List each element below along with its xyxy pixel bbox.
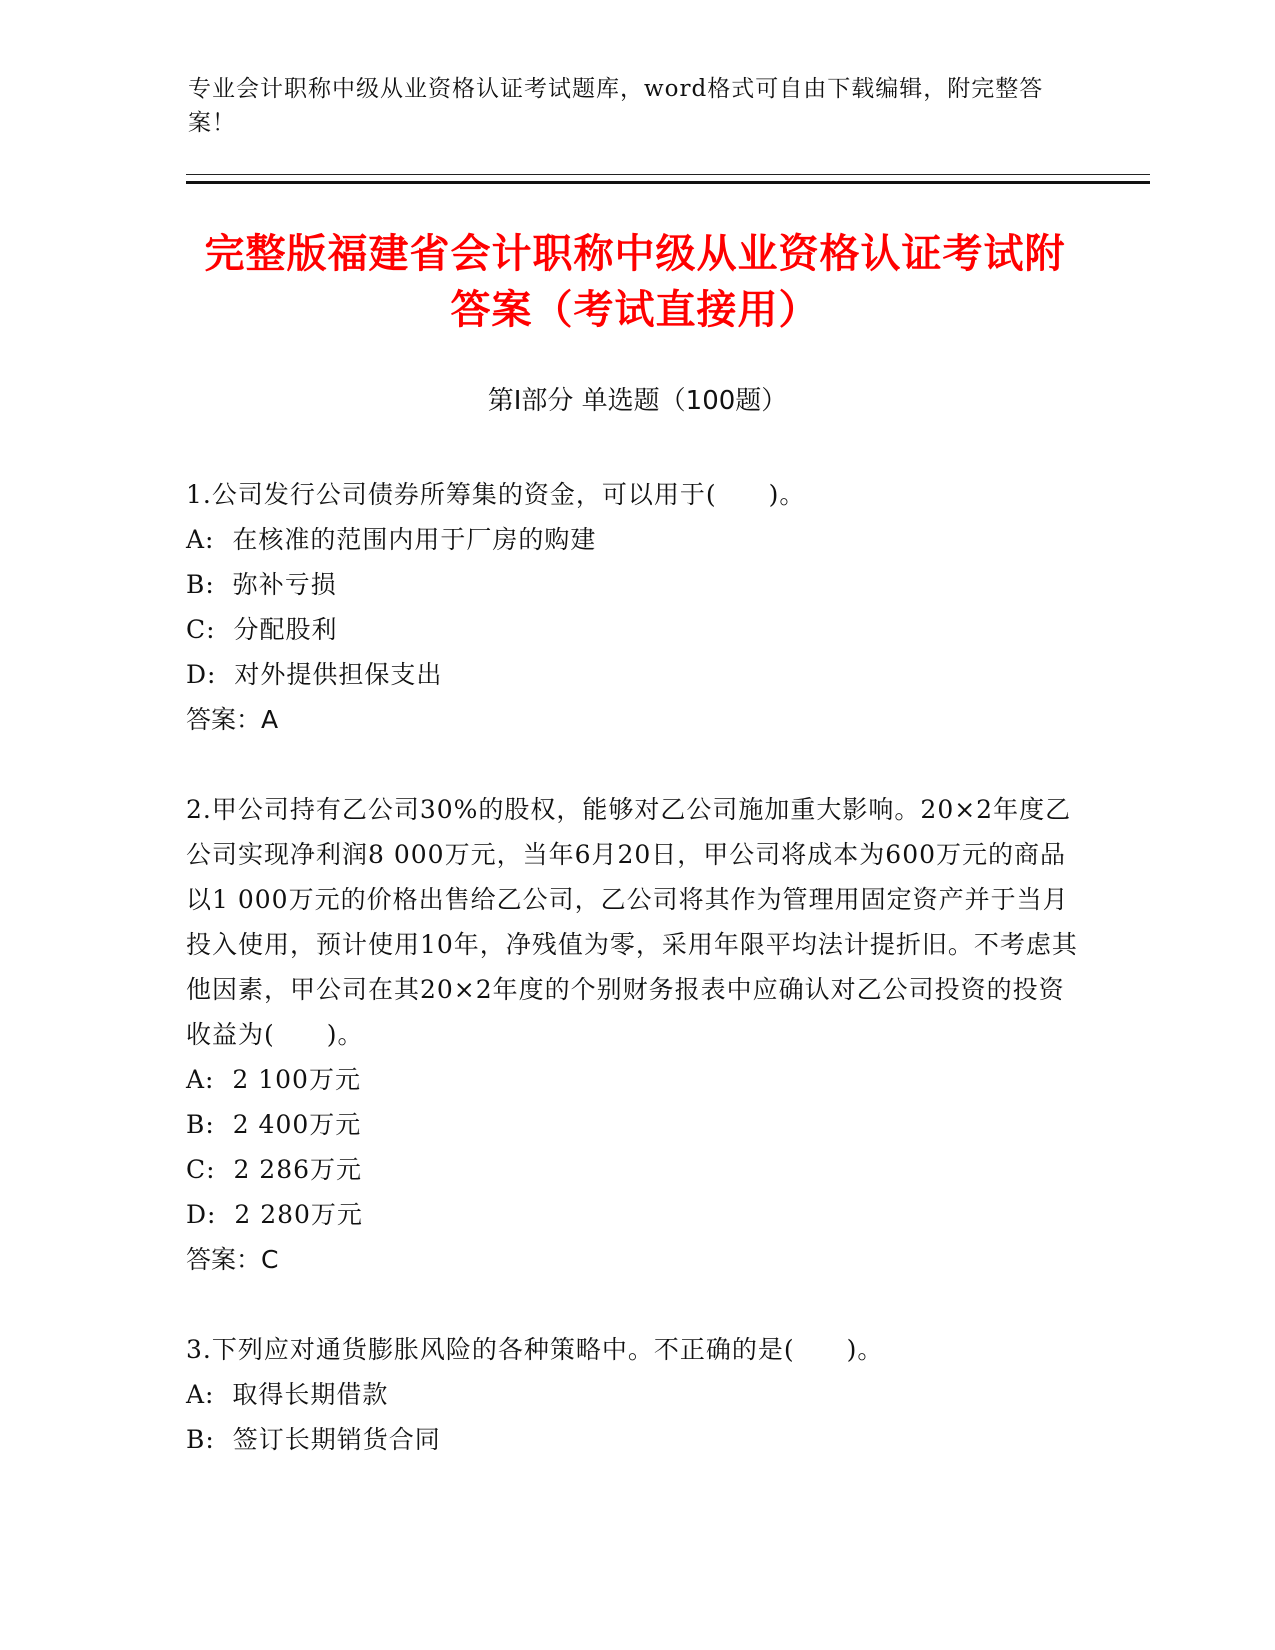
- header-note: 专业会计职称中级从业资格认证考试题库，word格式可自由下载编辑，附完整答案！: [188, 76, 1044, 136]
- option-d: D: 对外提供担保支出: [186, 660, 443, 689]
- answer: 答案：C: [186, 1245, 279, 1274]
- option-d: D: 2 280万元: [186, 1200, 363, 1229]
- question-stem: 2.甲公司持有乙公司30%的股权，能够对乙公司施加重大影响。20×2年度乙公司实现净利润8 000万元，当年6月20日，甲公司将成本为600万元的商品以1 000万元的价格出售给乙公司，乙公司将其作为管理用固定资产并于当月投入使用，预计使用10年，净残值为零，采用年限平均法计提折旧。不考虑其他因素，甲公司在其20×2年度的个别财务报表中应确认对乙公司投资的投资收益为( )。: [186, 795, 1078, 1049]
- option-b: B: 签订长期销货合同: [186, 1425, 441, 1454]
- header-rule-thin: [186, 174, 1150, 175]
- question-stem: 1.公司发行公司债券所筹集的资金，可以用于( )。: [186, 480, 806, 509]
- document-title: 完整版福建省会计职称中级从业资格认证考试附答案（考试直接用）: [204, 231, 1066, 333]
- option-a: A: 取得长期借款: [186, 1380, 389, 1409]
- question-list: [186, 472, 1086, 1462]
- option-c: C: 2 286万元: [186, 1155, 363, 1184]
- question-3: [186, 1327, 1086, 1462]
- option-c: C: 分配股利: [186, 615, 338, 644]
- answer: 答案：A: [186, 705, 279, 734]
- section-title: 第Ⅰ部分 单选题（100题）: [487, 386, 788, 416]
- question-stem: 3.下列应对通货膨胀风险的各种策略中。不正确的是( )。: [186, 1335, 884, 1364]
- option-b: B: 弥补亏损: [186, 570, 337, 599]
- header-rule-thick: [186, 181, 1150, 184]
- option-b: B: 2 400万元: [186, 1110, 362, 1139]
- option-a: A: 2 100万元: [186, 1065, 361, 1094]
- question-1: [186, 472, 1086, 742]
- question-2: [186, 787, 1086, 1282]
- option-a: A: 在核准的范围内用于厂房的购建: [186, 525, 597, 554]
